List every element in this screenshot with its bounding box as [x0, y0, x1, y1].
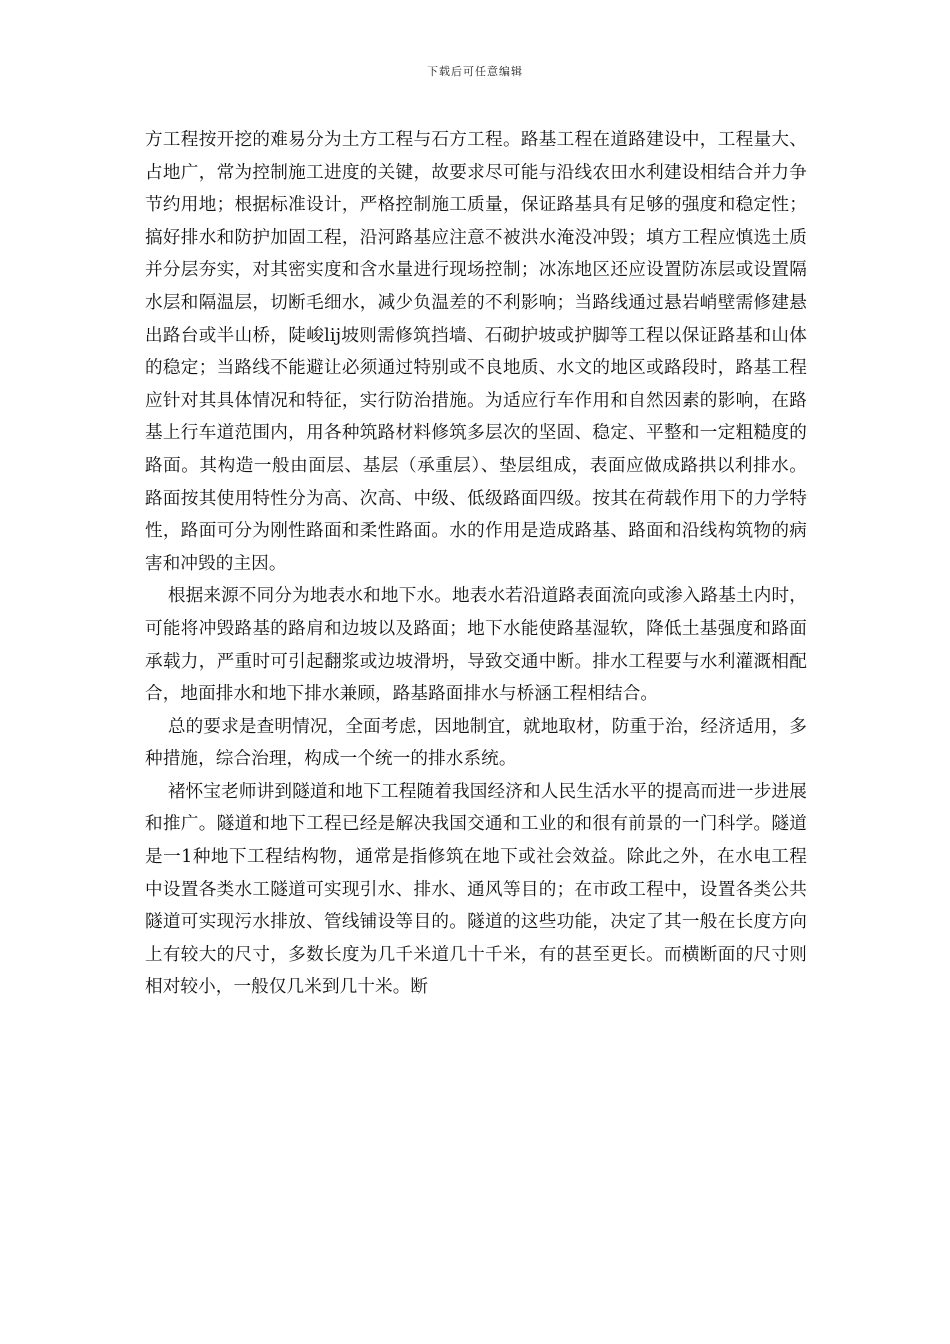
paragraph-4: 褚怀宝老师讲到隧道和地下工程随着我国经济和人民生活水平的提高而进一步进展和推广。隧道和地下工程已经是解决我国交通和工业的和很有前景的一门科学。隧道是一1种地下工程结构物，通常是指修筑在地下或社会效益。除此之外，在水电工程中设置各类水工隧道可实现引水、排水、通风等目的；在市政工程中，设置各类公共隧道可实现污水排放、管线铺设等目的。隧道的这些功能，决定了其一般在长度方向上有较大的尺寸，多数长度为几千米道几十千米，有的甚至更长。而横断面的尺寸则相对较小，一般仅几米到几十米。断: [145, 781, 807, 998]
paragraph-2: 根据来源不同分为地表水和地下水。地表水若沿道路表面流向或渗入路基土内时，可能将冲毁路基的路肩和边坡以及路面；地下水能使路基湿软，降低土基强度和路面承载力，严重时可引起翻浆或边坡滑坍，导致交通中断。排水工程要与水利灌溉相配合，地面排水和地下排水兼顾，路基路面排水与桥涵工程相结合。: [145, 586, 807, 705]
paragraph-3: 总的要求是查明情况，全面考虑，因地制宜，就地取材，防重于治，经济适用，多种措施，综合治理，构成一个统一的排水系统。: [145, 716, 807, 770]
document-body: [145, 124, 807, 1004]
page-header: 下载后可任意编辑: [427, 65, 523, 78]
paragraph-1: 方工程按开挖的难易分为土方工程与石方工程。路基工程在道路建设中，工程量大、占地广，常为控制施工进度的关键，故要求尽可能与沿线农田水利建设相结合并力争节约用地；根据标准设计，严格控制施工质量，保证路基具有足够的强度和稳定性；搞好排水和防护加固工程，沿河路基应注意不被洪水淹没冲毁；填方工程应慎选土质并分层夯实，对其密实度和含水量进行现场控制；冰冻地区还应设置防冻层或设置隔水层和隔温层，切断毛细水，减少负温差的不利影响；当路线通过悬岩峭壁需修建悬出路台或半山桥，陡峻lij坡则需修筑挡墙、石砌护坡或护脚等工程以保证路基和山体的稳定；当路线不能避让必须通过特别或不良地质、水文的地区或路段时，路基工程应针对其具体情况和特征，实行防治措施。为适应行车作用和自然因素的影响，在路基上行车道范围内，用各种筑路材料修筑多层次的坚固、稳定、平整和一定粗糙度的路面。其构造一般由面层、基层（承重层）、垫层组成，表面应做成路拱以利排水。路面按其使用特性分为高、次高、中级、低级路面四级。按其在荷载作用下的力学特性，路面可分为刚性路面和柔性路面。水的作用是造成路基、路面和沿线构筑物的病害和冲毁的主因。: [145, 130, 807, 574]
